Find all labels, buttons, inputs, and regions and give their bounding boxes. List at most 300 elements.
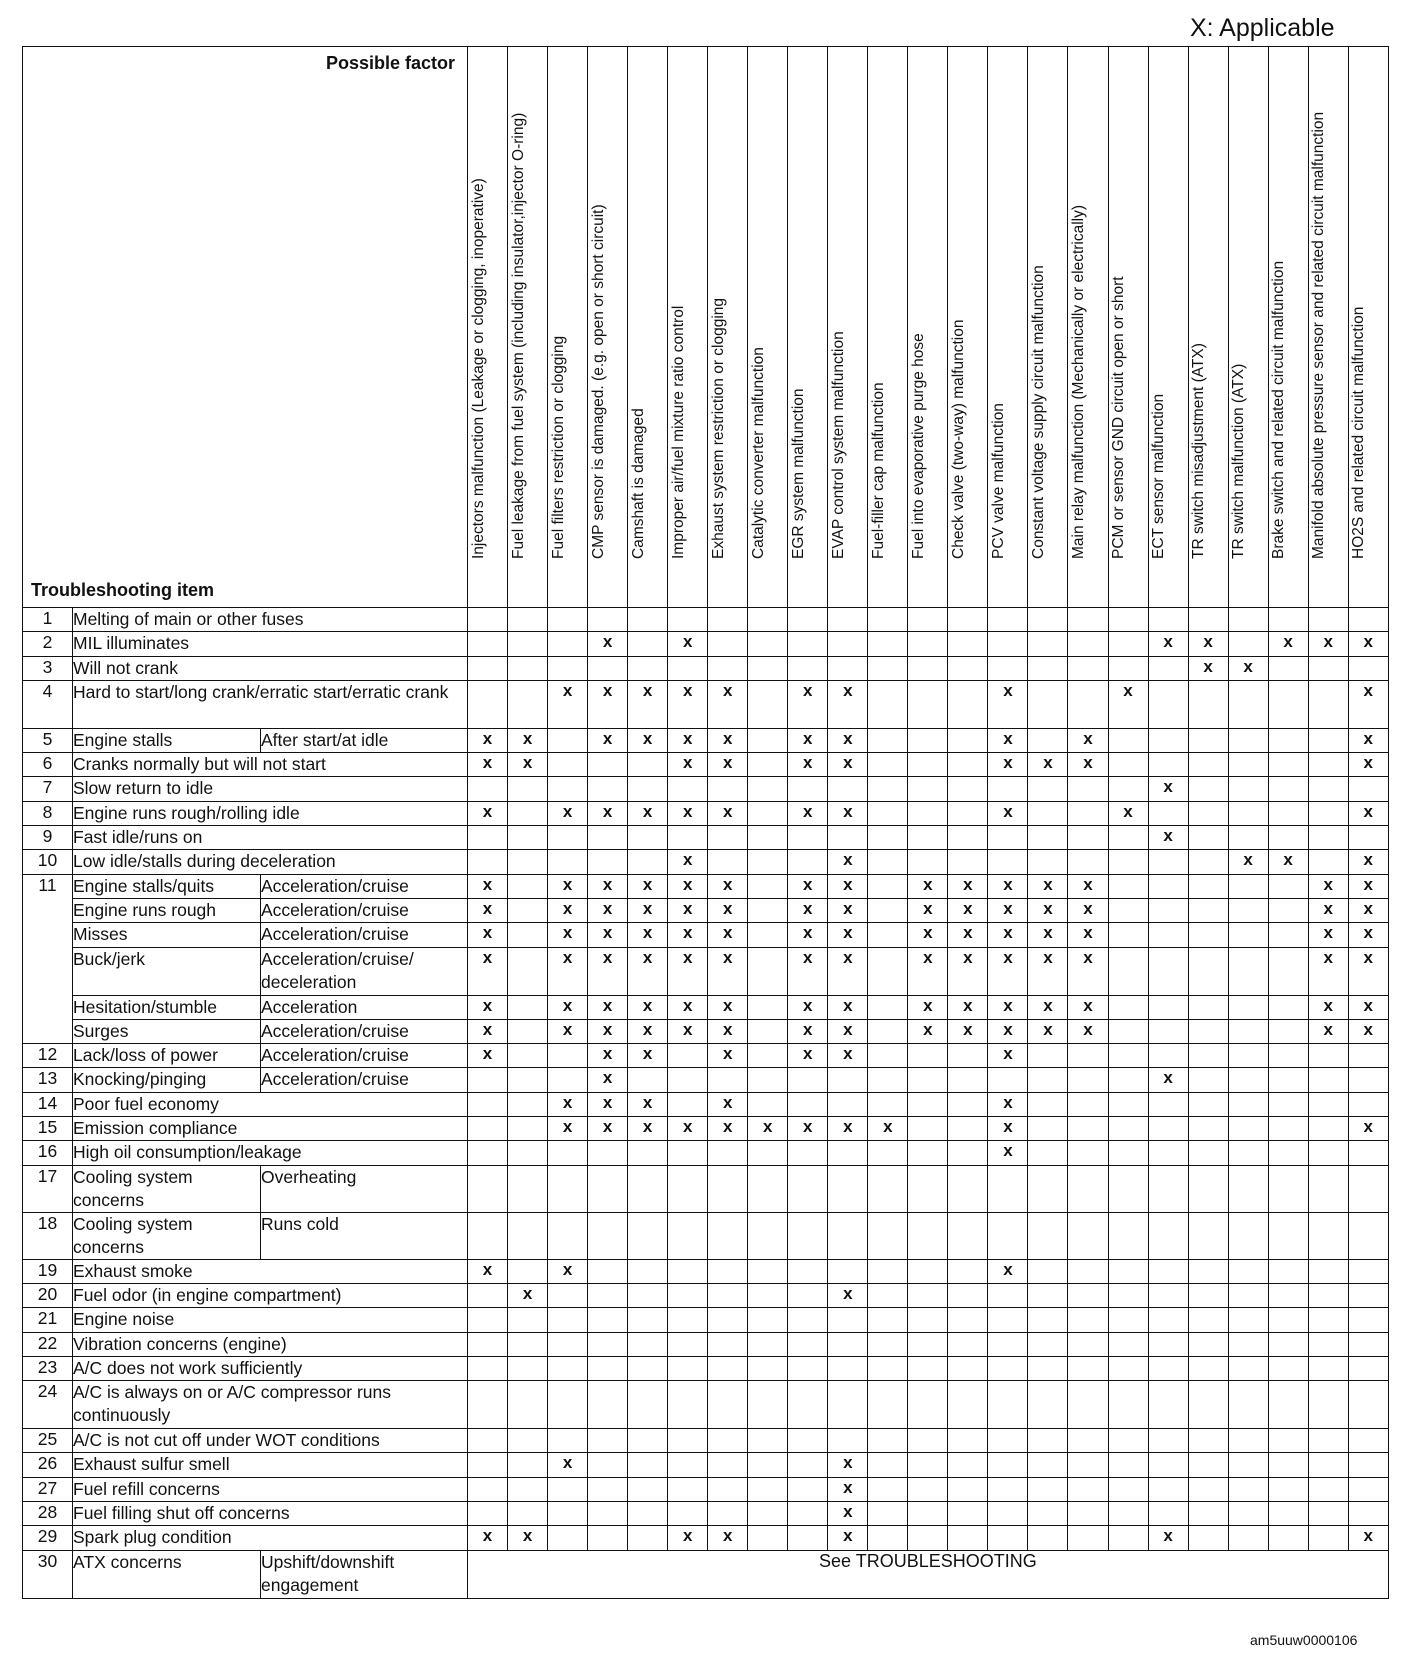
empty-cell	[1308, 680, 1348, 728]
empty-cell	[868, 1332, 908, 1356]
empty-cell	[1028, 1332, 1068, 1356]
empty-cell	[1228, 995, 1268, 1019]
applicable-mark: x	[948, 995, 988, 1019]
empty-cell	[1028, 680, 1068, 728]
empty-cell	[748, 632, 788, 656]
factor-header	[788, 47, 828, 608]
empty-cell	[868, 1381, 908, 1429]
empty-cell	[1028, 1044, 1068, 1068]
table-row	[23, 947, 1389, 995]
applicable-mark: x	[668, 898, 708, 922]
factor-header	[1268, 47, 1308, 608]
applicable-mark: x	[988, 947, 1028, 995]
applicable-mark: x	[588, 947, 628, 995]
empty-cell	[908, 777, 948, 801]
factor-header	[868, 47, 908, 608]
factor-label: ECT sensor malfunction	[1150, 393, 1168, 559]
factor-header	[1108, 47, 1148, 608]
table-row	[23, 874, 1389, 898]
item-number: 11	[23, 874, 73, 1043]
empty-cell	[828, 632, 868, 656]
empty-cell	[1148, 1332, 1188, 1356]
empty-cell	[548, 1044, 588, 1068]
empty-cell	[1268, 923, 1308, 947]
empty-cell	[1308, 1212, 1348, 1259]
empty-cell	[628, 1429, 668, 1453]
table-row	[23, 1381, 1389, 1429]
empty-cell	[1188, 1019, 1228, 1043]
applicable-mark: x	[1068, 874, 1108, 898]
empty-cell	[1148, 898, 1188, 922]
applicable-mark: x	[468, 753, 508, 777]
empty-cell	[908, 1165, 948, 1212]
empty-cell	[508, 1068, 548, 1092]
empty-cell	[628, 1308, 668, 1332]
applicable-mark: x	[828, 1117, 868, 1141]
empty-cell	[1068, 826, 1108, 850]
empty-cell	[588, 850, 628, 874]
empty-cell	[1268, 1332, 1308, 1356]
factor-header	[1228, 47, 1268, 608]
empty-cell	[1188, 728, 1228, 752]
applicable-mark: x	[548, 923, 588, 947]
empty-cell	[1348, 1068, 1388, 1092]
empty-cell	[548, 1212, 588, 1259]
empty-cell	[668, 1308, 708, 1332]
item-condition: Acceleration/cruise	[261, 898, 468, 922]
applicable-mark: x	[1148, 632, 1188, 656]
empty-cell	[1348, 1356, 1388, 1380]
empty-cell	[788, 777, 828, 801]
troubleshooting-item: Cooling system concerns	[73, 1165, 261, 1212]
empty-cell	[1068, 1453, 1108, 1477]
item-number: 12	[23, 1044, 73, 1068]
empty-cell	[748, 995, 788, 1019]
empty-cell	[668, 608, 708, 632]
empty-cell	[508, 1356, 548, 1380]
empty-cell	[708, 1453, 748, 1477]
empty-cell	[1108, 1502, 1148, 1526]
empty-cell	[748, 874, 788, 898]
applicable-mark: x	[628, 1117, 668, 1141]
empty-cell	[868, 850, 908, 874]
empty-cell	[668, 1212, 708, 1259]
empty-cell	[1028, 1212, 1068, 1259]
item-number: 2	[23, 632, 73, 656]
empty-cell	[948, 1212, 988, 1259]
troubleshooting-item: Knocking/pinging	[73, 1068, 261, 1092]
empty-cell	[868, 1526, 908, 1550]
applicable-mark: x	[468, 1259, 508, 1283]
empty-cell	[1308, 1068, 1348, 1092]
empty-cell	[508, 1212, 548, 1259]
applicable-mark: x	[628, 801, 668, 825]
factor-header	[468, 47, 508, 608]
empty-cell	[988, 1165, 1028, 1212]
empty-cell	[868, 1502, 908, 1526]
item-number: 26	[23, 1453, 73, 1477]
empty-cell	[1268, 1092, 1308, 1116]
empty-cell	[668, 1477, 708, 1501]
empty-cell	[908, 728, 948, 752]
empty-cell	[1028, 1259, 1068, 1283]
empty-cell	[1348, 1381, 1388, 1429]
empty-cell	[1268, 826, 1308, 850]
empty-cell	[868, 680, 908, 728]
empty-cell	[508, 1453, 548, 1477]
empty-cell	[508, 1381, 548, 1429]
empty-cell	[1348, 826, 1388, 850]
empty-cell	[1268, 947, 1308, 995]
troubleshooting-item: Will not crank	[73, 656, 468, 680]
empty-cell	[1028, 1356, 1068, 1380]
empty-cell	[588, 826, 628, 850]
table-row	[23, 1526, 1389, 1550]
applicable-mark: x	[588, 1068, 628, 1092]
item-condition: Runs cold	[261, 1212, 468, 1259]
applicable-mark: x	[828, 1526, 868, 1550]
empty-cell	[708, 1259, 748, 1283]
empty-cell	[708, 1141, 748, 1165]
empty-cell	[468, 1165, 508, 1212]
applicable-mark: x	[508, 1283, 548, 1307]
empty-cell	[508, 1502, 548, 1526]
empty-cell	[508, 1165, 548, 1212]
empty-cell	[868, 1044, 908, 1068]
empty-cell	[908, 1453, 948, 1477]
empty-cell	[1108, 1332, 1148, 1356]
empty-cell	[948, 1308, 988, 1332]
item-number: 20	[23, 1283, 73, 1307]
applicable-mark: x	[988, 1141, 1028, 1165]
empty-cell	[468, 1502, 508, 1526]
empty-cell	[1348, 777, 1388, 801]
empty-cell	[628, 1453, 668, 1477]
empty-cell	[948, 753, 988, 777]
empty-cell	[868, 1019, 908, 1043]
empty-cell	[588, 1502, 628, 1526]
empty-cell	[1108, 923, 1148, 947]
item-number: 16	[23, 1141, 73, 1165]
empty-cell	[1068, 608, 1108, 632]
factor-label: Catalytic converter malfunction	[749, 347, 767, 559]
applicable-mark: x	[1108, 680, 1148, 728]
empty-cell	[588, 1526, 628, 1550]
applicable-mark: x	[1068, 923, 1108, 947]
applicable-mark: x	[468, 947, 508, 995]
empty-cell	[1068, 1283, 1108, 1307]
troubleshooting-table-frame	[22, 46, 1388, 1616]
empty-cell	[588, 656, 628, 680]
troubleshooting-item: A/C is always on or A/C compressor runs continuously	[73, 1381, 468, 1429]
applicable-mark: x	[628, 1092, 668, 1116]
empty-cell	[1308, 1429, 1348, 1453]
empty-cell	[468, 1308, 508, 1332]
table-row	[23, 801, 1389, 825]
item-condition: Overheating	[261, 1165, 468, 1212]
empty-cell	[1028, 1165, 1068, 1212]
item-condition: Acceleration/cruise/ deceleration	[261, 947, 468, 995]
empty-cell	[1108, 1044, 1148, 1068]
applicable-mark: x	[588, 632, 628, 656]
empty-cell	[1108, 753, 1148, 777]
item-number: 13	[23, 1068, 73, 1092]
factor-header	[908, 47, 948, 608]
applicable-mark: x	[988, 898, 1028, 922]
empty-cell	[828, 1092, 868, 1116]
applicable-mark: x	[708, 923, 748, 947]
empty-cell	[1148, 680, 1188, 728]
empty-cell	[1028, 632, 1068, 656]
empty-cell	[908, 1259, 948, 1283]
empty-cell	[588, 1308, 628, 1332]
empty-cell	[628, 1332, 668, 1356]
factor-label: Improper air/fuel mixture ratio control	[669, 305, 687, 559]
applicable-mark: x	[828, 850, 868, 874]
applicable-mark: x	[828, 680, 868, 728]
empty-cell	[628, 632, 668, 656]
applicable-mark: x	[548, 1019, 588, 1043]
applicable-mark: x	[1068, 1019, 1108, 1043]
table-row	[23, 632, 1389, 656]
empty-cell	[1228, 1165, 1268, 1212]
applicable-mark: x	[828, 923, 868, 947]
empty-cell	[1228, 1429, 1268, 1453]
applicable-mark: x	[1348, 680, 1388, 728]
empty-cell	[1028, 1141, 1068, 1165]
empty-cell	[508, 874, 548, 898]
empty-cell	[1028, 1117, 1068, 1141]
applicable-mark: x	[988, 874, 1028, 898]
empty-cell	[548, 1068, 588, 1092]
empty-cell	[1188, 1212, 1228, 1259]
empty-cell	[788, 1356, 828, 1380]
applicable-mark: x	[1028, 874, 1068, 898]
empty-cell	[1228, 1044, 1268, 1068]
applicable-mark: x	[708, 680, 748, 728]
applicable-mark: x	[468, 874, 508, 898]
empty-cell	[868, 632, 908, 656]
empty-cell	[1068, 777, 1108, 801]
applicable-mark: x	[1068, 947, 1108, 995]
empty-cell	[908, 656, 948, 680]
empty-cell	[948, 850, 988, 874]
empty-cell	[868, 1429, 908, 1453]
applicable-mark: x	[468, 1044, 508, 1068]
empty-cell	[1308, 826, 1348, 850]
applicable-mark: x	[708, 1117, 748, 1141]
empty-cell	[628, 1165, 668, 1212]
empty-cell	[1268, 656, 1308, 680]
empty-cell	[1228, 1259, 1268, 1283]
empty-cell	[1108, 947, 1148, 995]
empty-cell	[708, 1502, 748, 1526]
empty-cell	[628, 1283, 668, 1307]
empty-cell	[1028, 826, 1068, 850]
empty-cell	[1068, 1526, 1108, 1550]
empty-cell	[1188, 1141, 1228, 1165]
empty-cell	[508, 1117, 548, 1141]
applicable-mark: x	[588, 995, 628, 1019]
empty-cell	[1188, 608, 1228, 632]
troubleshooting-item: Fuel odor (in engine compartment)	[73, 1283, 468, 1307]
empty-cell	[708, 608, 748, 632]
table-row	[23, 1308, 1389, 1332]
troubleshooting-item: Engine stalls	[73, 728, 261, 752]
empty-cell	[1228, 1019, 1268, 1043]
applicable-mark: x	[548, 947, 588, 995]
troubleshooting-item: Vibration concerns (engine)	[73, 1332, 468, 1356]
empty-cell	[1268, 1259, 1308, 1283]
empty-cell	[1148, 1502, 1188, 1526]
empty-cell	[1068, 1259, 1108, 1283]
empty-cell	[468, 826, 508, 850]
empty-cell	[1268, 1429, 1308, 1453]
applicable-mark: x	[668, 947, 708, 995]
empty-cell	[868, 1453, 908, 1477]
applicable-mark: x	[1148, 826, 1188, 850]
item-condition: Acceleration	[261, 995, 468, 1019]
applicable-mark: x	[1308, 874, 1348, 898]
empty-cell	[988, 1068, 1028, 1092]
applicable-mark: x	[908, 898, 948, 922]
empty-cell	[628, 1068, 668, 1092]
applicable-mark: x	[1028, 753, 1068, 777]
empty-cell	[468, 656, 508, 680]
empty-cell	[1148, 1165, 1188, 1212]
troubleshooting-item: Engine runs rough	[73, 898, 261, 922]
empty-cell	[708, 777, 748, 801]
empty-cell	[548, 1429, 588, 1453]
empty-cell	[828, 1165, 868, 1212]
empty-cell	[1028, 1502, 1068, 1526]
troubleshooting-item: Cooling system concerns	[73, 1212, 261, 1259]
empty-cell	[508, 801, 548, 825]
troubleshooting-item-label: Troubleshooting item	[31, 580, 214, 600]
empty-cell	[948, 1283, 988, 1307]
empty-cell	[1228, 1283, 1268, 1307]
empty-cell	[1228, 1308, 1268, 1332]
applicable-mark: x	[948, 947, 988, 995]
empty-cell	[988, 1381, 1028, 1429]
empty-cell	[628, 656, 668, 680]
empty-cell	[908, 1429, 948, 1453]
empty-cell	[1108, 656, 1148, 680]
empty-cell	[748, 898, 788, 922]
empty-cell	[948, 1068, 988, 1092]
table-row	[23, 1212, 1389, 1259]
factor-header	[628, 47, 668, 608]
empty-cell	[948, 680, 988, 728]
empty-cell	[1108, 1212, 1148, 1259]
empty-cell	[1188, 801, 1228, 825]
troubleshooting-item: Engine noise	[73, 1308, 468, 1332]
empty-cell	[548, 1332, 588, 1356]
applicable-mark: x	[828, 1502, 868, 1526]
empty-cell	[508, 947, 548, 995]
empty-cell	[1068, 1141, 1108, 1165]
empty-cell	[1268, 1212, 1308, 1259]
empty-cell	[748, 1381, 788, 1429]
applicable-mark: x	[628, 1044, 668, 1068]
table-row	[23, 1044, 1389, 1068]
empty-cell	[1308, 1526, 1348, 1550]
empty-cell	[868, 995, 908, 1019]
applicable-mark: x	[828, 728, 868, 752]
empty-cell	[988, 777, 1028, 801]
empty-cell	[1308, 1259, 1348, 1283]
empty-cell	[1188, 1117, 1228, 1141]
item-number: 15	[23, 1117, 73, 1141]
empty-cell	[1308, 1308, 1348, 1332]
applicable-mark: x	[588, 1019, 628, 1043]
empty-cell	[1148, 1044, 1188, 1068]
applicable-mark: x	[828, 801, 868, 825]
empty-cell	[788, 608, 828, 632]
empty-cell	[1108, 1141, 1148, 1165]
empty-cell	[548, 656, 588, 680]
empty-cell	[788, 1332, 828, 1356]
empty-cell	[1188, 923, 1228, 947]
empty-cell	[1228, 874, 1268, 898]
applicable-mark: x	[548, 898, 588, 922]
empty-cell	[748, 728, 788, 752]
empty-cell	[668, 1429, 708, 1453]
empty-cell	[1228, 608, 1268, 632]
empty-cell	[1268, 874, 1308, 898]
applicable-mark: x	[1348, 728, 1388, 752]
empty-cell	[1068, 1092, 1108, 1116]
table-row	[23, 1141, 1389, 1165]
item-number: 28	[23, 1502, 73, 1526]
empty-cell	[708, 1068, 748, 1092]
applicable-mark: x	[988, 995, 1028, 1019]
applicable-mark: x	[468, 995, 508, 1019]
empty-cell	[1148, 1092, 1188, 1116]
empty-cell	[1148, 1141, 1188, 1165]
empty-cell	[868, 608, 908, 632]
factor-label: CMP sensor is damaged. (e.g. open or short circuit)	[589, 204, 607, 559]
empty-cell	[748, 1068, 788, 1092]
empty-cell	[1228, 947, 1268, 995]
applicable-mark: x	[668, 680, 708, 728]
empty-cell	[868, 1092, 908, 1116]
troubleshooting-item: ATX concerns	[73, 1550, 261, 1598]
empty-cell	[588, 1259, 628, 1283]
applicable-mark: x	[988, 680, 1028, 728]
empty-cell	[1268, 1141, 1308, 1165]
empty-cell	[1268, 1502, 1308, 1526]
applicable-mark: x	[1348, 632, 1388, 656]
applicable-mark: x	[708, 1092, 748, 1116]
empty-cell	[1108, 898, 1148, 922]
factor-label: Fuel-filler cap malfunction	[869, 382, 887, 559]
empty-cell	[668, 1502, 708, 1526]
empty-cell	[548, 1477, 588, 1501]
applicable-mark: x	[908, 874, 948, 898]
applicable-mark: x	[828, 1044, 868, 1068]
factor-label: Manifold absolute pressure sensor and related circuit malfunction	[1310, 111, 1328, 559]
empty-cell	[1108, 1092, 1148, 1116]
empty-cell	[908, 1141, 948, 1165]
factor-header	[948, 47, 988, 608]
applicable-mark: x	[1308, 947, 1348, 995]
empty-cell	[468, 680, 508, 728]
table-row	[23, 753, 1389, 777]
applicable-mark: x	[988, 1117, 1028, 1141]
applicable-mark: x	[628, 680, 668, 728]
empty-cell	[1108, 1429, 1148, 1453]
